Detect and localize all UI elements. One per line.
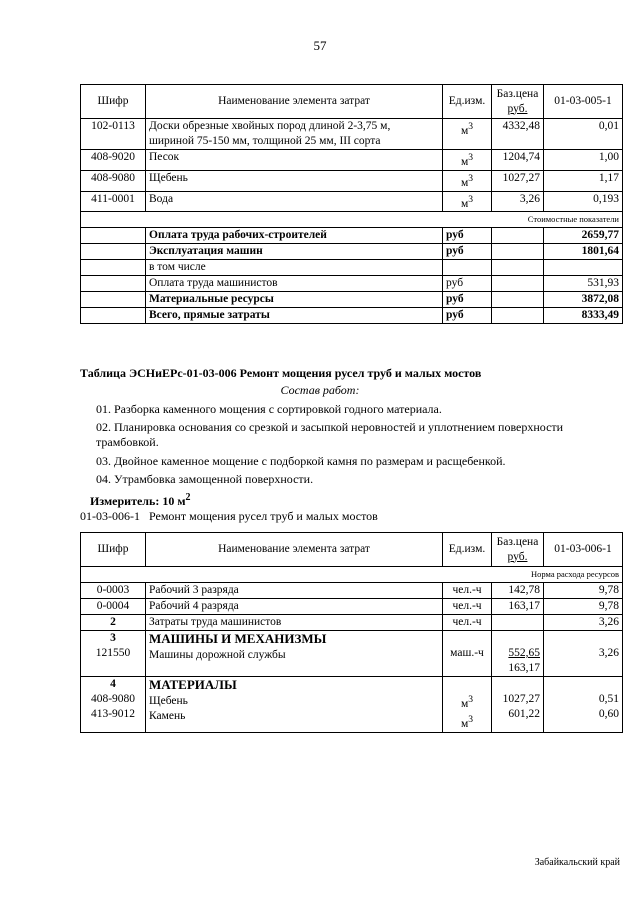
measure-sup: 2 <box>185 492 191 503</box>
unit-sup: 3 <box>468 121 474 132</box>
section-number: 3 <box>110 632 116 644</box>
total-row <box>81 276 623 292</box>
cell-code: 0-0004 <box>81 599 146 615</box>
cell-unit: чел.-ч <box>443 615 492 631</box>
work-item-continued: трамбовкой. <box>96 435 159 449</box>
total-value: 531,93 <box>544 276 623 292</box>
machine-price: 552,65 <box>508 647 540 659</box>
section-row-materials <box>81 677 623 733</box>
cell-code: 0-0003 <box>81 583 146 599</box>
operator-wage: 163,17 <box>508 662 540 674</box>
cell-code <box>81 631 146 677</box>
total-unit: руб <box>443 292 492 308</box>
resource-table-1 <box>80 84 623 324</box>
machine-norm: 3,26 <box>598 647 619 659</box>
work-item: 01. Разборка каменного мощения с сортировкой годного материала. <box>96 402 442 416</box>
cell-name <box>146 677 443 733</box>
total-value: 2659,77 <box>544 228 623 244</box>
section-subtitle: Состав работ: <box>280 383 360 397</box>
total-row <box>81 244 623 260</box>
unit-sup: 3 <box>468 152 474 163</box>
cell-norm: 1,17 <box>544 170 623 191</box>
cell-price: 4332,48 <box>492 119 544 150</box>
header-name: Наименование элемента затрат <box>146 533 443 567</box>
section-title: Таблица ЭСНиЕРс-01-03-006 Ремонт мощения русел труб и малых мостов <box>80 366 482 380</box>
header-code: Шифр <box>81 533 146 567</box>
cost-note: Стоимостные показатели <box>81 212 623 228</box>
material-name: Камень <box>149 710 186 722</box>
total-row <box>81 260 623 276</box>
total-unit: руб <box>443 228 492 244</box>
total-unit: руб <box>443 276 492 292</box>
unit-text: м <box>460 176 469 189</box>
cell-code: 2 <box>81 615 146 631</box>
norm-code: 01-03-006-1 <box>80 509 140 523</box>
table-header-row <box>81 533 623 567</box>
cell-name-line1: Доски обрезные хвойных пород длиной 2-3,75 м, <box>149 120 391 132</box>
material-name: Щебень <box>149 695 188 707</box>
cell-unit <box>443 191 492 212</box>
cell-norm: 0,01 <box>544 119 623 150</box>
cost-note-row <box>81 212 623 228</box>
section-heading: МАШИНЫ И МЕХАНИЗМЫ <box>149 631 327 646</box>
work-item: 03. Двойное каменное мощение с подборкой камня по размерам и расщебенкой. <box>96 454 506 468</box>
footer-region: Забайкальский край <box>534 857 620 868</box>
work-item: 02. Планировка основания со срезкой и засыпкой неровностей и уплотнением поверхности <box>96 420 564 434</box>
cell-norm: 1,00 <box>544 150 623 171</box>
unit-text: м <box>460 717 469 730</box>
cell-price <box>492 677 544 733</box>
total-label: Всего, прямые затраты <box>146 308 443 324</box>
cell-norm <box>544 677 623 733</box>
total-unit: руб <box>443 308 492 324</box>
unit-sup: 3 <box>468 172 474 184</box>
total-value: 3872,08 <box>544 292 623 308</box>
norm-note: Норма расхода ресурсов <box>81 567 623 583</box>
cell-norm: 9,78 <box>544 583 623 599</box>
header-price-line1: Баз.цена <box>496 87 539 100</box>
cell-price: 1027,27 <box>492 170 544 191</box>
norm-note-row <box>81 567 623 583</box>
material-code: 408-9080 <box>90 693 136 705</box>
unit-sup: 3 <box>468 193 474 205</box>
unit-text: м <box>460 697 469 710</box>
section-row-machines <box>81 631 623 677</box>
total-row <box>81 292 623 308</box>
cell-unit <box>443 170 492 191</box>
table-row <box>81 191 623 212</box>
total-label: Оплата труда рабочих-строителей <box>146 228 443 244</box>
total-row <box>81 228 623 244</box>
header-norm: 01-03-006-1 <box>544 533 623 567</box>
cell-name: Вода <box>146 191 443 212</box>
cell-price: 142,78 <box>492 583 544 599</box>
material-norm: 0,60 <box>598 708 619 720</box>
total-unit: руб <box>443 244 492 260</box>
cell-price <box>492 631 544 677</box>
cell-name: Затраты труда машинистов <box>146 615 443 631</box>
cell-norm: 3,26 <box>544 615 623 631</box>
section-heading: МАТЕРИАЛЫ <box>149 677 237 692</box>
work-item: 04. Утрамбовка замощенной поверхности. <box>96 472 314 486</box>
resource-table-2 <box>80 532 623 733</box>
cell-norm <box>544 631 623 677</box>
cell-name <box>146 119 443 150</box>
cell-code: 408-9020 <box>81 150 146 171</box>
table-row <box>81 583 623 599</box>
cell-name-line2: шириной 75-150 мм, толщиной 25 мм, III сорта <box>149 135 381 147</box>
material-price: 601,22 <box>508 708 540 720</box>
total-label: Материальные ресурсы <box>146 292 443 308</box>
header-name: Наименование элемента затрат <box>146 85 443 119</box>
header-price-line2: руб. <box>507 102 528 115</box>
header-price <box>492 85 544 119</box>
machine-code: 121550 <box>95 647 131 659</box>
cell-unit: чел.-ч <box>443 583 492 599</box>
cell-code <box>81 677 146 733</box>
header-price-line1: Баз.цена <box>496 535 539 548</box>
cell-name: Песок <box>146 150 443 171</box>
cell-code: 102-0113 <box>81 119 146 150</box>
cell-price: 3,26 <box>492 191 544 212</box>
unit-sup: 3 <box>468 713 474 725</box>
material-price: 1027,27 <box>502 693 540 705</box>
page-number: 57 <box>313 38 327 53</box>
table-header-row <box>81 85 623 119</box>
cell-unit <box>443 150 492 171</box>
total-row <box>81 308 623 324</box>
table-row <box>81 170 623 191</box>
measure-unit <box>90 490 191 509</box>
cell-unit <box>443 119 492 150</box>
cell-name <box>146 631 443 677</box>
header-code: Шифр <box>81 85 146 119</box>
cell-unit <box>443 677 492 733</box>
total-label: Эксплуатация машин <box>146 244 443 260</box>
cell-norm: 0,193 <box>544 191 623 212</box>
material-code: 413-9012 <box>90 708 136 720</box>
cell-unit <box>443 631 492 677</box>
cell-name: Рабочий 3 разряда <box>146 583 443 599</box>
cell-code: 408-9080 <box>81 170 146 191</box>
total-label: Оплата труда машинистов <box>146 276 443 292</box>
norm-title: Ремонт мощения русел труб и малых мостов <box>149 509 378 523</box>
header-price <box>492 533 544 567</box>
measure-label: Измеритель: 10 м <box>90 494 186 508</box>
unit-sup: 3 <box>468 694 474 705</box>
unit-text: м <box>460 124 469 137</box>
cell-norm: 9,78 <box>544 599 623 615</box>
total-label: в том числе <box>146 260 443 276</box>
section-number: 4 <box>110 678 116 690</box>
total-value: 1801,64 <box>544 244 623 260</box>
material-norm: 0,51 <box>598 693 619 705</box>
unit-text: м <box>460 155 469 168</box>
norm-heading <box>80 509 378 524</box>
cell-name: Рабочий 4 разряда <box>146 599 443 615</box>
cell-price: 163,17 <box>492 599 544 615</box>
cell-price: 1204,74 <box>492 150 544 171</box>
header-unit: Ед.изм. <box>443 85 492 119</box>
cell-code: 411-0001 <box>81 191 146 212</box>
table-row <box>81 119 623 150</box>
table-row <box>81 599 623 615</box>
header-norm: 01-03-005-1 <box>544 85 623 119</box>
table-row <box>81 150 623 171</box>
machine-unit: маш.-ч <box>450 647 484 659</box>
unit-text: м <box>460 197 469 210</box>
header-price-line2: руб. <box>507 550 528 563</box>
cell-name: Щебень <box>146 170 443 191</box>
cell-unit: чел.-ч <box>443 599 492 615</box>
header-unit: Ед.изм. <box>443 533 492 567</box>
table-row <box>81 615 623 631</box>
machine-name: Машины дорожной службы <box>149 649 286 661</box>
total-value: 8333,49 <box>544 308 623 324</box>
